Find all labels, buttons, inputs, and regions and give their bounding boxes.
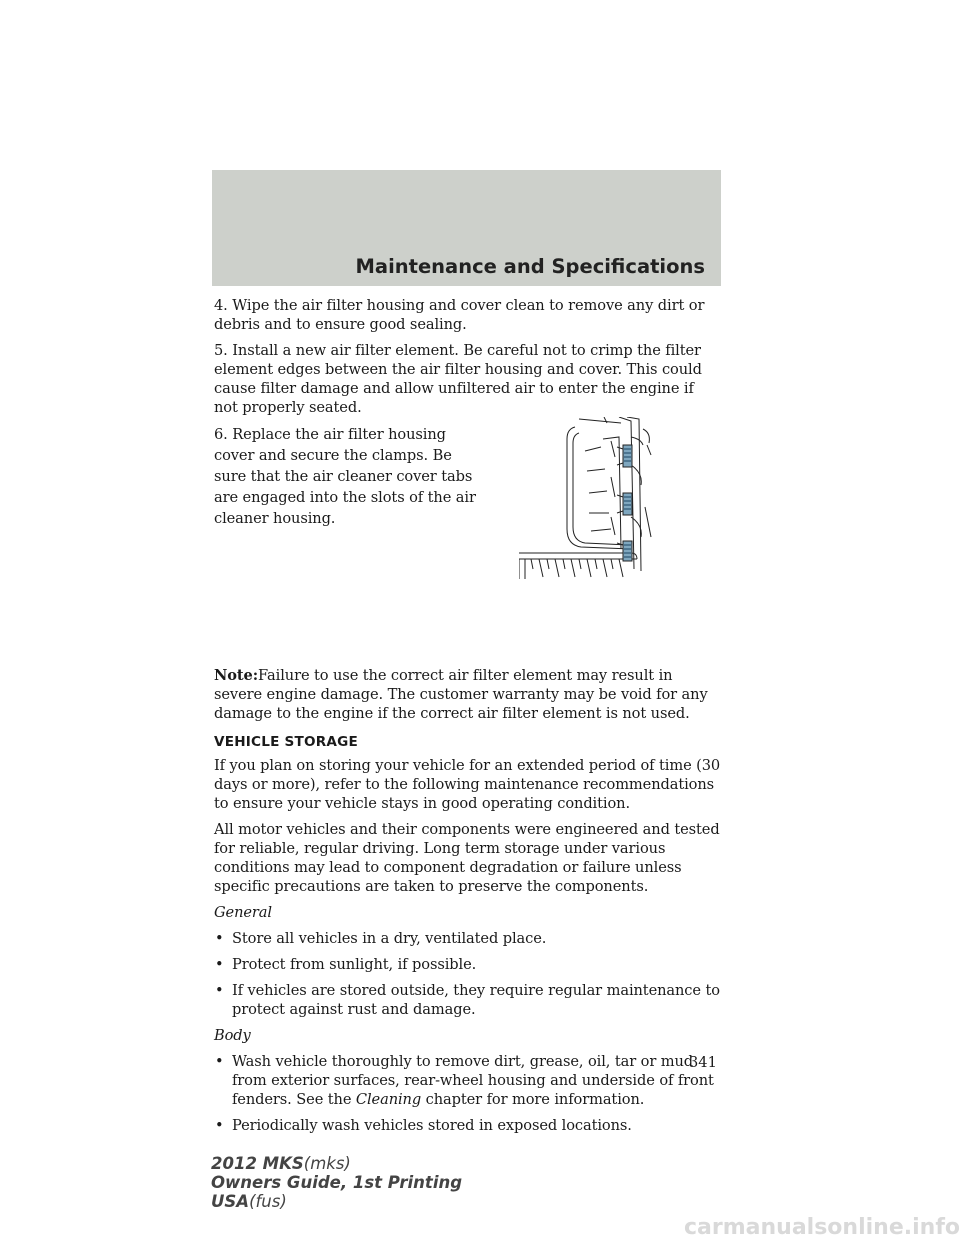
section-title: Maintenance and Specifications bbox=[355, 255, 705, 278]
list-item: • If vehicles are stored outside, they require regular maintenance to protect against rust and damage. bbox=[215, 982, 720, 1018]
bullet-icon: • bbox=[215, 982, 224, 999]
general-list bbox=[214, 929, 722, 1019]
storage-intro-2: All motor vehicles and their components were engineered and tested for reliable, regular driving. Long term storage under various conditions may lead to component degradation or failure unless specific precautions are taken to preserve the components. bbox=[214, 821, 720, 895]
body-label: Body bbox=[214, 1027, 251, 1044]
note-text: Failure to use the correct air filter element may result in severe engine damage. The customer warranty may be void for any damage to the engine if the correct air filter element is not used. bbox=[214, 667, 708, 722]
step-5: 5. Install a new air filter element. Be careful not to crimp the filter element edges between the air filter housing and cover. This could cause filter damage and allow unfiltered air to enter the engine if not properly seated. bbox=[214, 342, 702, 416]
list-item: • Wash vehicle thoroughly to remove dirt, grease, oil, tar or mud from exterior surfaces, rear-wheel housing and underside of front fenders. See the Cleaning chapter for more information. bbox=[215, 1053, 714, 1108]
list-item: • Store all vehicles in a dry, ventilated place. bbox=[215, 930, 547, 947]
list-item: • Periodically wash vehicles stored in exposed locations. bbox=[215, 1117, 632, 1134]
general-label: General bbox=[214, 904, 272, 921]
step-4: 4. Wipe the air filter housing and cover clean to remove any dirt or debris and to ensure good sealing. bbox=[214, 297, 705, 333]
section-header-band bbox=[212, 170, 721, 286]
watermark: carmanualsonline.info bbox=[684, 1215, 960, 1240]
vehicle-storage-heading: VEHICLE STORAGE bbox=[214, 734, 358, 750]
bullet-icon: • bbox=[215, 956, 224, 973]
note-paragraph bbox=[214, 666, 722, 723]
body-list bbox=[214, 1052, 722, 1135]
cleaning-chapter-ref: Cleaning bbox=[355, 1091, 422, 1108]
footer-print-info: 2012 MKS(mks) Owners Guide, 1st Printing USA(fus) bbox=[211, 1154, 463, 1211]
list-item: • Protect from sunlight, if possible. bbox=[215, 956, 477, 973]
bullet-icon: • bbox=[215, 930, 224, 947]
page-content bbox=[214, 296, 722, 1142]
storage-intro-1: If you plan on storing your vehicle for an extended period of time (30 days or more), refer to the following maintenance recommendations to ensure your vehicle stays in good operating condition. bbox=[214, 757, 721, 812]
page-number: 341 bbox=[689, 1054, 717, 1071]
bullet-icon: • bbox=[215, 1053, 224, 1070]
air-filter-housing-illustration bbox=[519, 417, 664, 579]
bullet-icon: • bbox=[215, 1117, 224, 1134]
step-6: 6. Replace the air filter housing cover and secure the clamps. Be sure that the air cleaner cover tabs are engaged into the slots of the air cleaner housing. bbox=[214, 426, 476, 527]
step-6-block bbox=[214, 424, 722, 666]
note-label: Note: bbox=[214, 667, 258, 684]
